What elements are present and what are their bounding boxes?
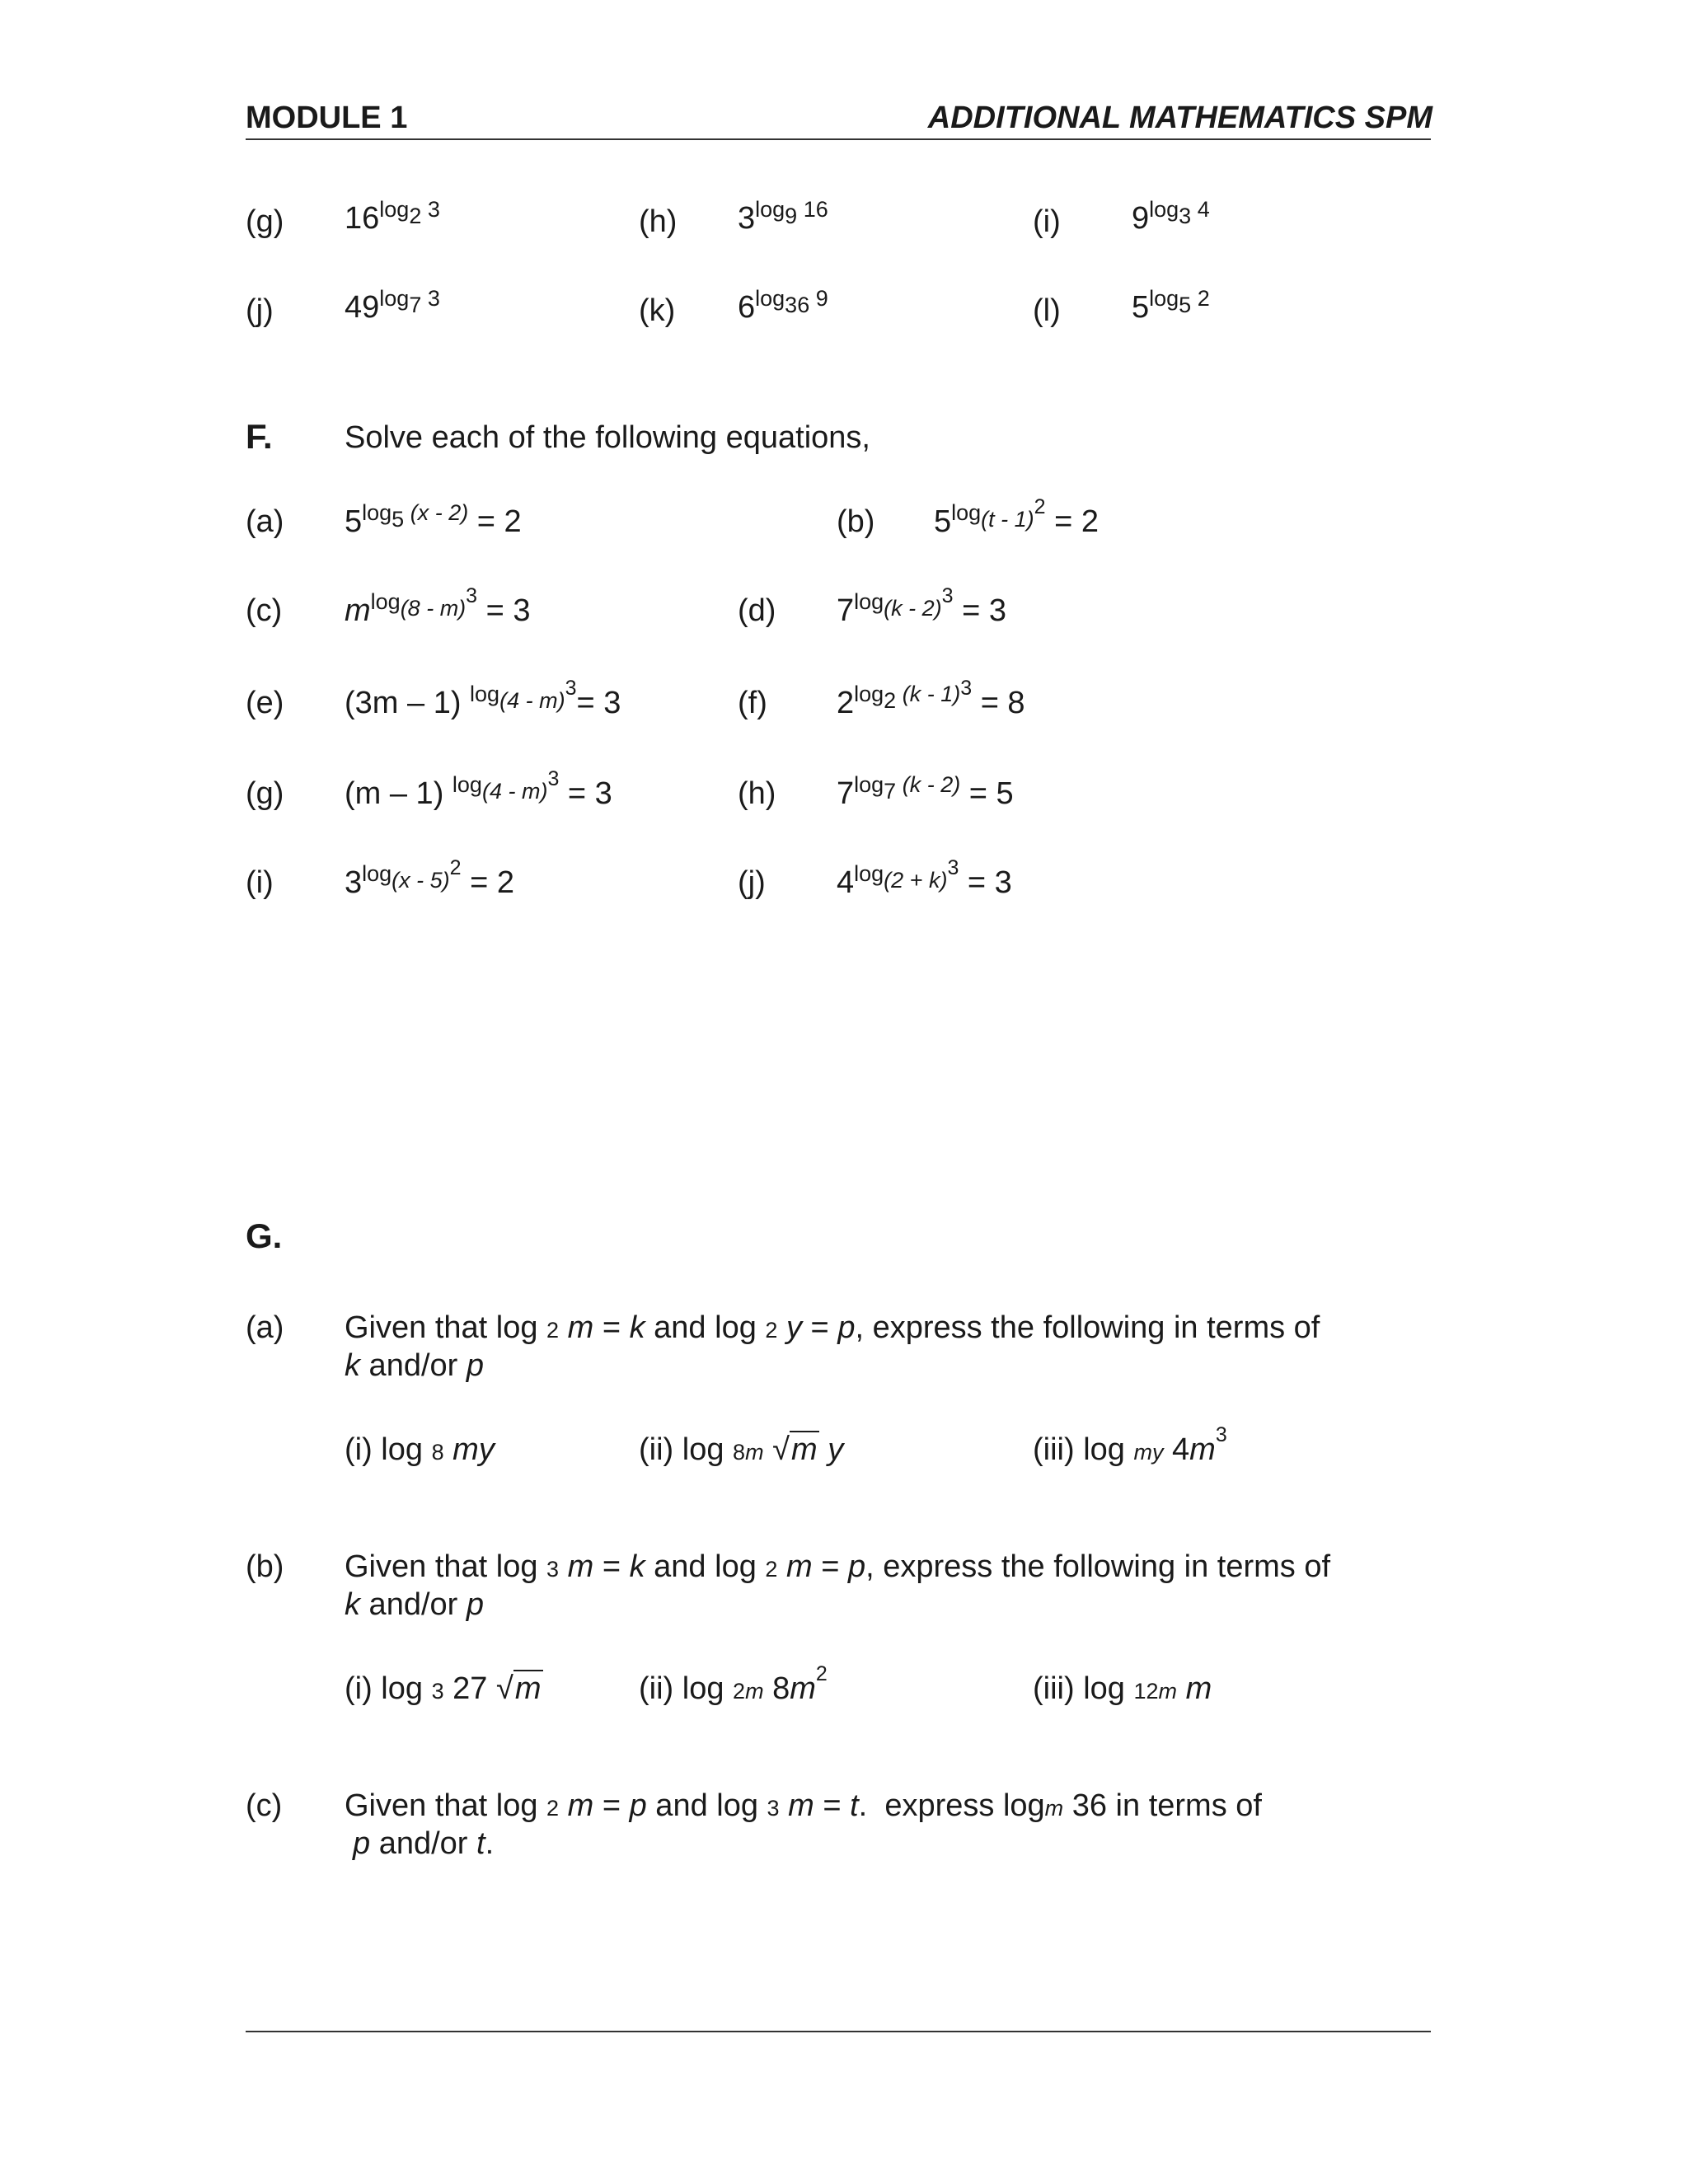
question-text: k and/or p [345,1348,485,1383]
item-label: (f) [738,686,767,720]
item-label: (h) [639,204,678,239]
item-label: (k) [639,293,676,328]
instruction: Solve each of the following equations, [345,420,870,455]
expression: $3^{log9 16}$ [738,197,828,236]
equation: $7^{log(k - 2)3} = 3$ [837,584,1007,628]
question-text: k and/or p [345,1587,485,1622]
expression: $49^{log7 3}$ [345,286,440,325]
item-label: (h) [738,776,776,811]
question-text: Given that log 2 m = p and log 3 m = t. express logm 36 in terms of [345,1788,1262,1823]
equation: $5^{log5 (x - 2)} = 2$ [345,500,522,539]
header-rule [246,138,1431,140]
module-title: MODULE 1 [246,101,408,135]
item-label: (g) [246,204,284,239]
equation: $m^{log(8 - m)3} = 3$ [345,584,531,628]
item-label: (a) [246,504,284,539]
expression: $6^{log36 9}$ [738,286,828,325]
question-text: Given that log 3 m = k and log 2 m = p, express the following in terms of [345,1549,1331,1584]
equation: $4^{log(2 + k)3} = 3$ [837,856,1012,900]
equation: (m – 1) $^{log(4 - m)3}$ = 3 [345,767,612,811]
expression: $16^{log2 3}$ [345,197,440,236]
subpart: (iii) log my $4m^3$ [1033,1423,1227,1467]
item-label: (c) [246,593,283,628]
item-label: (j) [246,293,274,328]
item-label: (b) [837,504,875,539]
item-label: (i) [246,865,274,900]
subpart: (i) log 3 27 √m [345,1671,542,1706]
expression: $9^{log3 4}$ [1132,197,1210,236]
item-label: (a) [246,1310,284,1345]
subpart: (iii) log 12m m [1033,1671,1212,1706]
equation: $2^{log2 (k - 1)3} = 8$ [837,677,1025,720]
item-label: (b) [246,1549,284,1584]
equation: (3m – 1) $^{log(4 - m)3}$= 3 [345,677,621,720]
item-label: (e) [246,686,284,720]
expression: $5^{log5 2}$ [1132,286,1210,325]
item-label: (c) [246,1788,283,1823]
equation: $5^{log(t - 1)2} = 2$ [934,495,1100,539]
footer-rule [246,2031,1431,2032]
item-label: (g) [246,776,284,811]
section-letter: F. [246,417,273,456]
equation: $7^{log7 (k - 2)} = 5$ [837,772,1014,811]
subpart: (i) log 8 my [345,1432,495,1467]
item-label: (d) [738,593,776,628]
question-text: Given that log 2 m = k and log 2 y = p, express the following in terms of [345,1310,1320,1345]
item-label: (i) [1033,204,1061,239]
equation: $3^{log(x - 5)2} = 2$ [345,856,515,900]
section-letter: G. [246,1216,283,1255]
subject-title: ADDITIONAL MATHEMATICS SPM [927,101,1432,135]
item-label: (j) [738,865,766,900]
question-text: p and/or t. [353,1826,495,1861]
subpart: (ii) log 2m $8m^2$ [639,1662,828,1706]
subpart: (ii) log 8m √m y [639,1432,844,1467]
item-label: (l) [1033,293,1061,328]
